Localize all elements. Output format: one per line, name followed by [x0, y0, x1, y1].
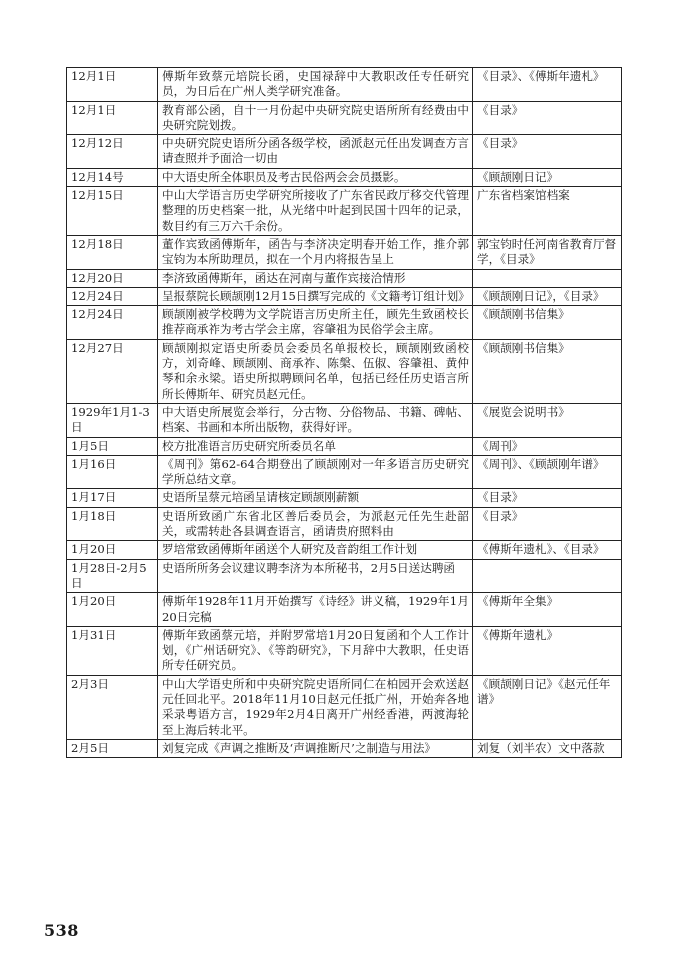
source-cell: 《目录》 [473, 135, 622, 169]
event-cell: 傅斯年1928年11月开始撰写《诗经》讲义稿，1929年1月20日完稿 [158, 593, 473, 627]
source-cell: 广东省档案馆档案 [473, 187, 622, 236]
event-cell: 中央研究院史语所分函各级学校，函派赵元任出发调查方言请查照并予面洽一切由 [158, 135, 473, 169]
source-cell: 郭宝钧时任河南省教育厅督学，《目录》 [473, 235, 622, 269]
source-cell [473, 559, 622, 593]
event-cell: 教育部公函，自十一月份起中央研究院史语所所有经费由中央研究院划拨。 [158, 101, 473, 135]
date-cell: 12月15日 [67, 187, 158, 236]
event-cell: 刘复完成《声调之推断及‘声调推断尺’之制造与用法》 [158, 739, 473, 757]
table-row [67, 437, 622, 455]
date-cell: 1月20日 [67, 541, 158, 559]
date-cell: 12月1日 [67, 101, 158, 135]
event-cell: 校方批准语言历史研究所委员名单 [158, 437, 473, 455]
table-row [67, 455, 622, 489]
source-cell: 《目录》 [473, 489, 622, 507]
source-cell: 《展览会说明书》 [473, 403, 622, 437]
table-row [67, 306, 622, 340]
date-cell: 12月24日 [67, 287, 158, 305]
chronology-table [66, 67, 622, 758]
date-cell: 12月14号 [67, 168, 158, 186]
date-cell: 12月20日 [67, 269, 158, 287]
source-cell: 《周刊》、《顾颉刚年谱》 [473, 455, 622, 489]
date-cell: 1月20日 [67, 593, 158, 627]
date-cell: 1月16日 [67, 455, 158, 489]
date-cell: 12月12日 [67, 135, 158, 169]
table-row [67, 287, 622, 305]
event-cell: 史语所致函广东省北区善后委员会，为派赵元任先生赴韶关，或需转赴各县调查语言，函请贵府照料由 [158, 507, 473, 541]
event-cell: 傅斯年致函蔡元培，并附罗常培1月20日复函和个人工作计划，《广州话研究》、《等韵研究》，下月辞中大教职，任史语所专任研究员。 [158, 626, 473, 675]
event-cell: 傅斯年致蔡元培院长函，史国禄辞中大教职改任专任研究员，为日后在广州人类学研究准备。 [158, 68, 473, 102]
date-cell: 1月31日 [67, 626, 158, 675]
table-row [67, 739, 622, 757]
date-cell: 1月28日-2月5日 [67, 559, 158, 593]
date-cell: 12月1日 [67, 68, 158, 102]
table-row [67, 269, 622, 287]
table-row [67, 489, 622, 507]
date-cell: 2月3日 [67, 675, 158, 739]
table-row [67, 235, 622, 269]
date-cell: 12月27日 [67, 339, 158, 403]
date-cell: 12月24日 [67, 306, 158, 340]
table-row [67, 626, 622, 675]
table-row [67, 541, 622, 559]
source-cell: 《目录》 [473, 507, 622, 541]
event-cell: 史语所呈蔡元培函呈请核定顾颉刚薪额 [158, 489, 473, 507]
event-cell: 罗培常致函傅斯年函送个人研究及音韵组工作计划 [158, 541, 473, 559]
source-cell: 《顾颉刚书信集》 [473, 306, 622, 340]
table-row [67, 675, 622, 739]
event-cell: 李济致函傅斯年，函达在河南与董作宾接洽情形 [158, 269, 473, 287]
table-row [67, 168, 622, 186]
date-cell: 1月5日 [67, 437, 158, 455]
event-cell: 史语所所务会议建议聘李济为本所秘书，2月5日送达聘函 [158, 559, 473, 593]
event-cell: 中大语史所展览会举行，分古物、分俗物品、书籍、碑帖、档案、书画和本所出版物，获得好评。 [158, 403, 473, 437]
date-cell: 1月17日 [67, 489, 158, 507]
event-cell: 顾颉刚被学校聘为文学院语言历史所主任，顾先生致函校长推荐商承祚为考古学会主席，容肇祖为民俗学会主席。 [158, 306, 473, 340]
source-cell [473, 269, 622, 287]
event-cell: 中山大学语史所和中央研究院史语所同仁在柏园开会欢送赵元任回北平。2018年11月10日赵元任抵广州，开始奔各地采录粤语方言，1929年2月4日离开广州经香港，两渡海轮至上海后转北平。 [158, 675, 473, 739]
table-row [67, 339, 622, 403]
source-cell: 《傅斯年遗札》 [473, 626, 622, 675]
date-cell: 2月5日 [67, 739, 158, 757]
event-cell: 董作宾致函傅斯年，函告与李济决定明春开始工作，推介郭宝钧为本所助理员，拟在一个月内将报告呈上 [158, 235, 473, 269]
table-row [67, 68, 622, 102]
source-cell: 《顾颉刚书信集》 [473, 339, 622, 403]
event-cell: 呈报蔡院长顾颉刚12月15日撰写完成的《文籍考订组计划》 [158, 287, 473, 305]
source-cell: 《顾颉刚日记》，《目录》 [473, 287, 622, 305]
source-cell: 《目录》 [473, 101, 622, 135]
event-cell: 中大语史所全体职员及考古民俗两会会员摄影。 [158, 168, 473, 186]
table-row [67, 135, 622, 169]
event-cell: 顾颉刚拟定语史所委员会委员名单报校长，顾颉刚致函校方，刘奇峰、顾颉刚、商承祚、陈槃、伍俶、容肇祖、黄仲琴和余永梁。语史所拟聘顾问名单，包括已经任历史语言所所长傅斯年、研究员赵元任。 [158, 339, 473, 403]
source-cell: 《目录》、《傅斯年遗札》 [473, 68, 622, 102]
table-row [67, 559, 622, 593]
table-row [67, 507, 622, 541]
source-cell: 《周刊》 [473, 437, 622, 455]
table-row [67, 593, 622, 627]
source-cell: 《傅斯年全集》 [473, 593, 622, 627]
source-cell: 刘复（刘半农）文中落款 [473, 739, 622, 757]
table-row [67, 187, 622, 236]
source-cell: 《顾颉刚日记》《赵元任年谱》 [473, 675, 622, 739]
source-cell: 《顾颉刚日记》 [473, 168, 622, 186]
date-cell: 1929年1月1-3日 [67, 403, 158, 437]
date-cell: 1月18日 [67, 507, 158, 541]
page-number: 538 [44, 921, 79, 940]
table-row [67, 101, 622, 135]
chronology-rows [67, 68, 622, 758]
table-row [67, 403, 622, 437]
event-cell: 中山大学语言历史学研究所接收了广东省民政厅移交代管理整理的历史档案一批，从光绪中叶起到民国十四年的记录，数目约有三万六千余份。 [158, 187, 473, 236]
date-cell: 12月18日 [67, 235, 158, 269]
event-cell: 《周刊》第62-64合期登出了顾颉刚对一年多语言历史研究学所总结文章。 [158, 455, 473, 489]
source-cell: 《傅斯年遗札》、《目录》 [473, 541, 622, 559]
